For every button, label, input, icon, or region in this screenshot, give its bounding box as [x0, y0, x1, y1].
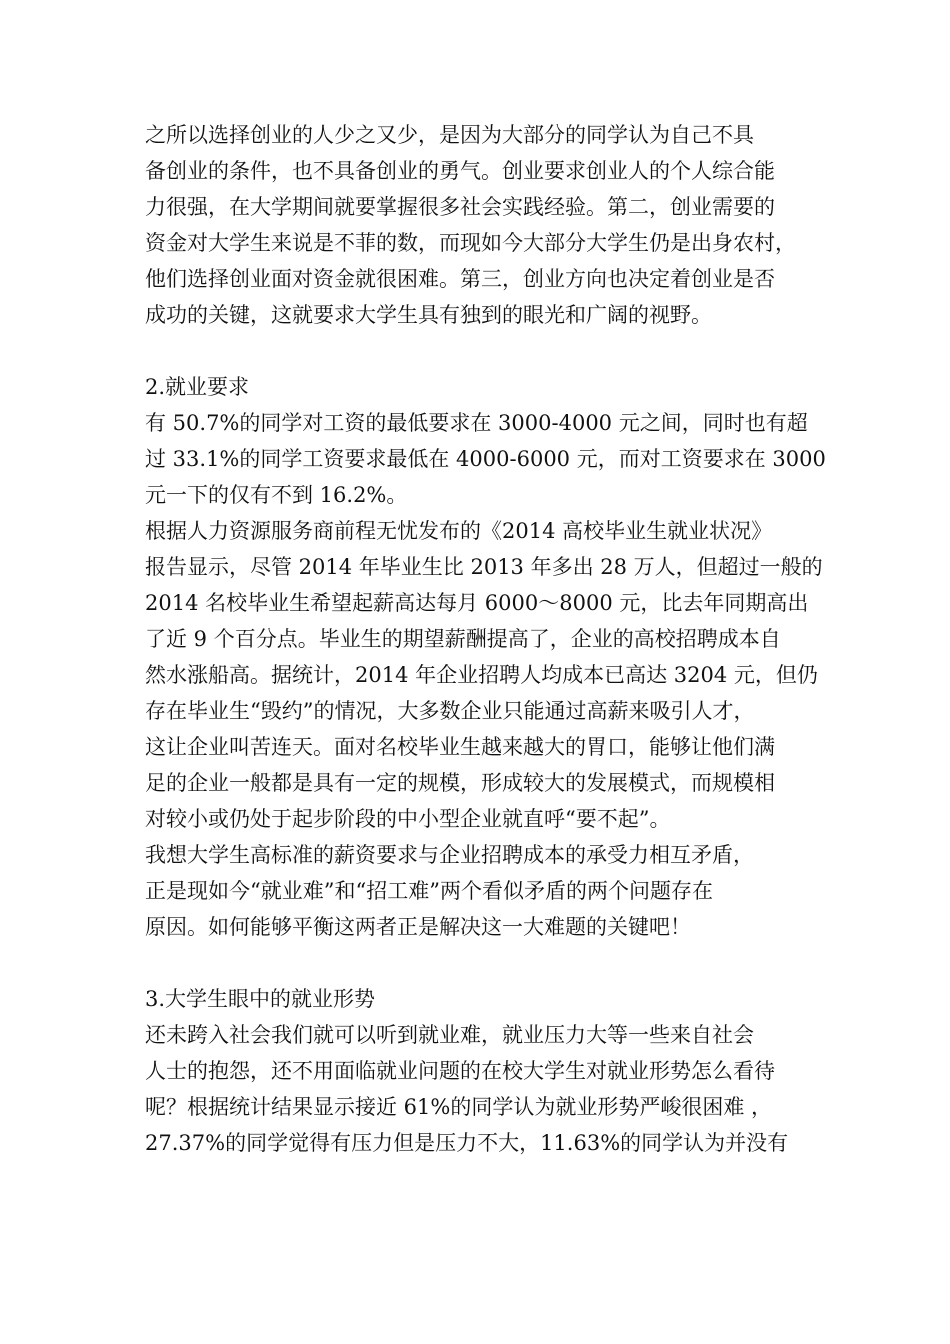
section3-paragraph-1	[145, 1017, 815, 1161]
paragraph-gap	[145, 333, 815, 369]
document-page	[145, 117, 826, 1161]
text-line: 对较小或仍处于起步阶段的中小型企业就直呼“要不起”。	[145, 807, 671, 831]
text-line: 成功的关键，这就要求大学生具有独到的眼光和广阔的视野。	[145, 303, 712, 327]
text-line: 正是现如今“就业难”和“招工难”两个看似矛盾的两个问题存在	[145, 879, 713, 903]
text-line: 有 50.7%的同学对工资的最低要求在 3000-4000 元之间，同时也有超	[145, 411, 808, 435]
text-line: 资金对大学生来说是不菲的数，而现如今大部分大学生仍是出身农村，	[145, 231, 796, 255]
section2-paragraph-1	[145, 405, 826, 513]
text-line: 元一下的仅有不到 16.2%。	[145, 483, 408, 507]
section3-heading: 3.大学生眼中的就业形势	[145, 987, 376, 1011]
section1-paragraph	[145, 117, 815, 333]
text-line: 呢？根据统计结果显示接近 61%的同学认为就业形势严峻很困难 ，	[145, 1095, 773, 1119]
text-line: 报告显示，尽管 2014 年毕业生比 2013 年多出 28 万人，但超过一般的	[145, 555, 823, 579]
text-line: 足的企业一般都是具有一定的规模，形成较大的发展模式，而规模相	[145, 771, 775, 795]
text-line: 根据人力资源服务商前程无忧发布的《2014 高校毕业生就业状况》	[145, 519, 773, 543]
text-line: 过 33.1%的同学工资要求最低在 4000-6000 元，而对工资要求在 3000	[145, 447, 826, 471]
text-line: 了近 9 个百分点。毕业生的期望薪酬提高了，企业的高校招聘成本自	[145, 627, 781, 651]
text-line: 还未跨入社会我们就可以听到就业难，就业压力大等一些来自社会	[145, 1023, 754, 1047]
text-line: 然水涨船高。据统计，2014 年企业招聘人均成本已高达 3204 元，但仍	[145, 663, 818, 687]
text-line: 存在毕业生“毁约”的情况，大多数企业只能通过高薪来吸引人才，	[145, 699, 755, 723]
text-line: 备创业的条件，也不具备创业的勇气。创业要求创业人的个人综合能	[145, 159, 775, 183]
text-line: 我想大学生高标准的薪资要求与企业招聘成本的承受力相互矛盾，	[145, 843, 754, 867]
text-line: 他们选择创业面对资金就很困难。第三，创业方向也决定着创业是否	[145, 267, 775, 291]
text-line: 力很强，在大学期间就要掌握很多社会实践经验。第二，创业需要的	[145, 195, 775, 219]
section2-paragraph-2	[145, 513, 823, 837]
text-line: 原因。如何能够平衡这两者正是解决这一大难题的关键吧！	[145, 915, 691, 939]
text-line: 人士的抱怨，还不用面临就业问题的在校大学生对就业形势怎么看待	[145, 1059, 775, 1083]
paragraph-gap	[145, 945, 815, 981]
text-line: 这让企业叫苦连天。面对名校毕业生越来越大的胃口，能够让他们满	[145, 735, 775, 759]
text-line: 2014 名校毕业生希望起薪高达每月 6000～8000 元，比去年同期高出	[145, 591, 809, 615]
section2-paragraph-3	[145, 837, 815, 945]
text-line: 27.37%的同学觉得有压力但是压力不大，11.63%的同学认为并没有	[145, 1131, 789, 1155]
text-line: 之所以选择创业的人少之又少，是因为大部分的同学认为自己不具	[145, 123, 754, 147]
section2-heading: 2.就业要求	[145, 375, 250, 399]
